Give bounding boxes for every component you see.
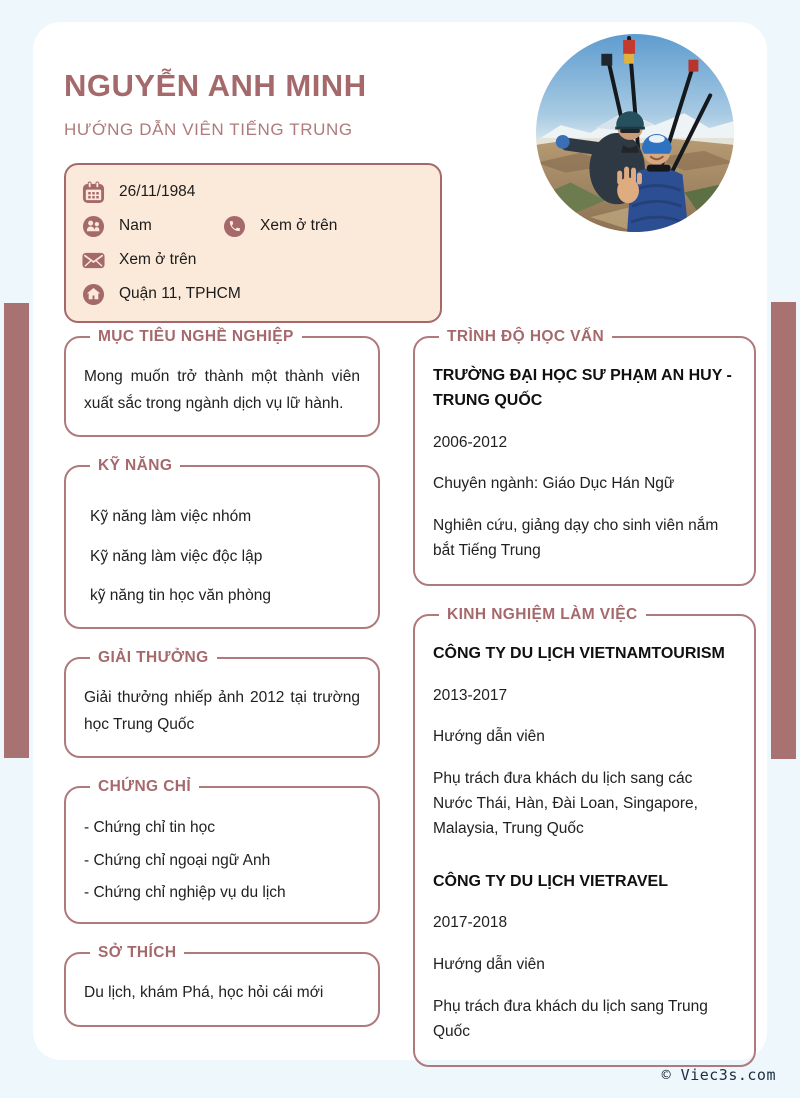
skill-item: Kỹ năng làm việc nhóm: [90, 508, 252, 526]
section-awards: [64, 649, 380, 758]
job-role: Hướng dẫn viên: [433, 728, 545, 746]
education-school: TRƯỜNG ĐẠI HỌC SƯ PHẠM AN HUY - TRUNG QUỐC: [433, 367, 732, 409]
awards-text: Giải thưởng nhiếp ảnh 2012 tại trường học Trung Quốc: [84, 689, 360, 733]
candidate-job-title: HƯỚNG DẪN VIÊN TIẾNG TRUNG: [64, 120, 353, 139]
job-period: 2013-2017: [433, 686, 508, 704]
job-description: Phụ trách đưa khách du lịch sang các Nước Thái, Hàn, Đài Loan, Singapore, Malaysia, Trung Quốc: [433, 770, 698, 837]
certificate-item: - Chứng chỉ ngoại ngữ Anh: [84, 851, 271, 869]
profile-photo: [536, 34, 734, 232]
section-skills: [64, 457, 380, 629]
job-company: CÔNG TY DU LỊCH VIETNAMTOURISM: [433, 644, 725, 662]
objective-section-title: MỤC TIÊU NGHỀ NGHIỆP: [98, 328, 294, 345]
certificates-section-title: CHỨNG CHỈ: [98, 778, 192, 796]
education-major: Chuyên ngành: Giáo Dục Hán Ngữ: [433, 475, 675, 493]
section-hobbies: [64, 944, 380, 1027]
hobbies-text: Du lịch, khám Phá, học hỏi cái mới: [84, 984, 324, 1002]
info-row-gender-phone: [82, 210, 424, 242]
gender-icon: [82, 215, 105, 238]
experience-job: [431, 642, 738, 842]
right-column: [413, 328, 756, 1087]
info-row-address: [82, 278, 424, 310]
personal-info-box: [64, 163, 442, 323]
home-icon: [82, 283, 105, 306]
experience-job: [431, 870, 738, 1045]
hobbies-section-title: SỞ THÍCH: [98, 944, 177, 962]
section-education: [413, 328, 756, 586]
skills-section-title: KỸ NĂNG: [98, 457, 173, 475]
email-icon: [82, 249, 105, 272]
left-accent-bar: [4, 303, 29, 758]
education-section-title: TRÌNH ĐỘ HỌC VẤN: [447, 328, 605, 345]
right-accent-bar: [771, 302, 796, 759]
section-experience: [413, 606, 756, 1067]
resume-card: [33, 22, 767, 1060]
left-column: [64, 328, 380, 1047]
experience-section-title: KINH NGHIỆM LÀM VIỆC: [447, 605, 638, 623]
job-role: Hướng dẫn viên: [433, 956, 545, 974]
skill-item: Kỹ năng làm việc độc lập: [90, 547, 263, 565]
info-row-email: [82, 244, 424, 276]
candidate-name: NGUYỄN ANH MINH: [64, 68, 367, 103]
calendar-icon: [82, 181, 105, 204]
job-period: 2017-2018: [433, 914, 508, 932]
address-value: Quận 11, TPHCM: [119, 285, 241, 302]
section-certificates: [64, 778, 380, 924]
section-objective: [64, 328, 380, 437]
certificate-item: - Chứng chỉ nghiệp vụ du lịch: [84, 883, 286, 901]
skill-item: kỹ năng tin học văn phòng: [90, 586, 271, 604]
job-company: CÔNG TY DU LỊCH VIETRAVEL: [433, 872, 668, 890]
objective-text: Mong muốn trở thành một thành viên xuất sắc trong ngành dịch vụ lữ hành.: [84, 368, 360, 412]
certificate-item: - Chứng chỉ tin học: [84, 819, 215, 837]
birthday-value: 26/11/1984: [119, 183, 196, 200]
info-row-birthday: [82, 176, 424, 208]
email-value: Xem ở trên: [119, 251, 197, 268]
job-description: Phụ trách đưa khách du lịch sang Trung Quốc: [433, 997, 708, 1040]
awards-section-title: GIẢI THƯỞNG: [98, 649, 209, 667]
gender-value: Nam: [119, 217, 152, 234]
paragliding-photo-illustration: [536, 34, 734, 232]
watermark-footer: © Viec3s.com: [661, 1066, 776, 1084]
education-period: 2006-2012: [433, 433, 508, 451]
phone-value: Xem ở trên: [260, 217, 338, 234]
phone-icon: [223, 215, 246, 238]
education-description: Nghiên cứu, giảng dạy cho sinh viên nắm bắt Tiếng Trung: [433, 517, 719, 559]
